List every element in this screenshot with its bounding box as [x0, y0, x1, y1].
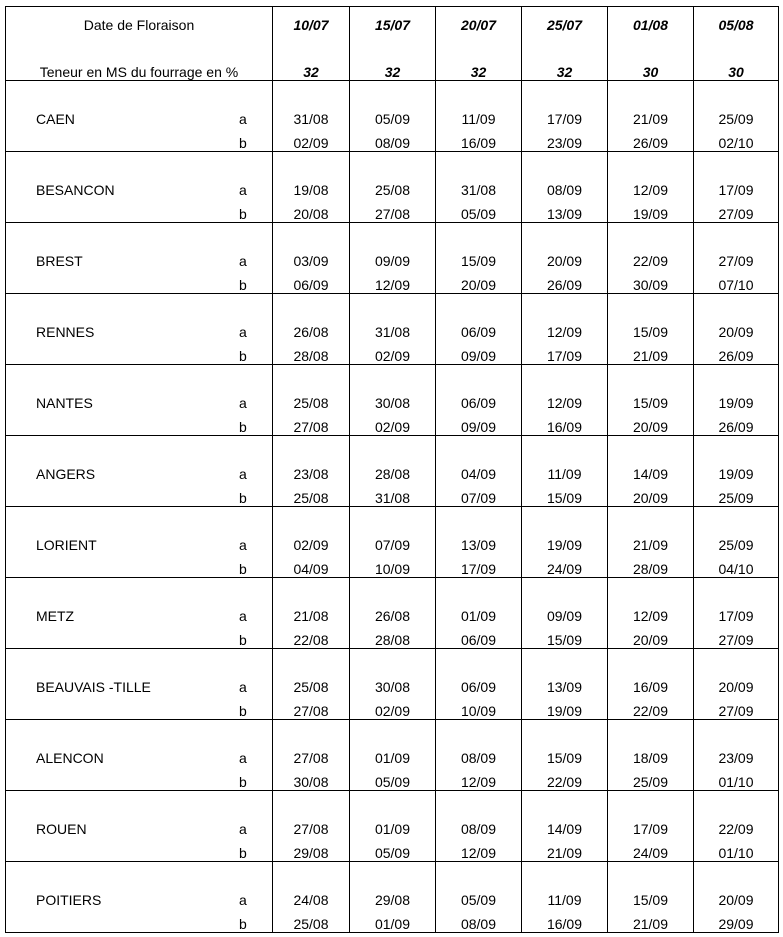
table-row: [6, 507, 779, 578]
header-date: 05/08: [718, 17, 754, 33]
date-a: 19/09: [718, 466, 754, 482]
date-a: 19/08: [293, 182, 329, 198]
date-a: 25/09: [718, 111, 754, 127]
date-cell: [522, 720, 608, 791]
date-cell: [436, 649, 522, 720]
date-cell: [608, 436, 694, 507]
date-b: 12/09: [460, 845, 497, 861]
date-b: 27/08: [374, 206, 411, 222]
date-a: 31/08: [460, 182, 497, 198]
city-name: ANGERS: [36, 466, 96, 482]
date-cell: [436, 223, 522, 294]
date-b: 04/10: [718, 561, 754, 577]
date-b: 15/09: [546, 490, 583, 506]
date-a: 15/09: [632, 395, 669, 411]
city-cell: [6, 578, 273, 649]
date-a: 19/09: [718, 395, 754, 411]
date-a: 25/08: [374, 182, 411, 198]
date-cell: [608, 294, 694, 365]
date-cell: [694, 791, 779, 862]
date-cell: [694, 81, 779, 152]
date-b: 12/09: [460, 774, 497, 790]
date-a: 12/09: [546, 324, 583, 340]
date-a: 21/09: [632, 111, 669, 127]
date-cell: [694, 507, 779, 578]
date-a: 15/09: [632, 892, 669, 908]
date-b: 26/09: [718, 348, 754, 364]
date-b: 24/09: [546, 561, 583, 577]
date-cell: [273, 649, 350, 720]
row-label-b: b: [239, 206, 247, 222]
date-cell: [694, 152, 779, 223]
date-cell: [522, 507, 608, 578]
date-cell: [436, 294, 522, 365]
date-a: 11/09: [547, 466, 582, 482]
header-ms: 32: [384, 64, 401, 80]
date-b: 26/09: [718, 419, 754, 435]
date-a: 30/08: [374, 679, 411, 695]
date-cell: [436, 507, 522, 578]
date-cell: [350, 365, 436, 436]
date-b: 16/09: [546, 916, 583, 932]
date-cell: [436, 365, 522, 436]
date-b: 27/09: [718, 703, 754, 719]
date-a: 08/09: [460, 821, 497, 837]
date-a: 06/09: [460, 395, 497, 411]
date-b: 02/09: [374, 348, 411, 364]
date-a: 08/09: [546, 182, 583, 198]
row-label-a: a: [239, 466, 247, 482]
date-cell: [522, 791, 608, 862]
header-ms: 32: [470, 64, 487, 80]
header-label-cell: [6, 7, 273, 81]
date-cell: [694, 365, 779, 436]
date-cell: [608, 578, 694, 649]
date-cell: [273, 862, 350, 933]
date-b: 15/09: [546, 632, 583, 648]
date-b: 06/09: [460, 632, 497, 648]
date-b: 20/08: [293, 206, 329, 222]
city-name: ALENCON: [36, 750, 104, 766]
city-name: BESANCON: [36, 182, 115, 198]
city-cell: [6, 294, 273, 365]
date-b: 02/09: [374, 419, 411, 435]
date-cell: [273, 365, 350, 436]
date-b: 16/09: [546, 419, 583, 435]
date-a: 09/09: [374, 253, 411, 269]
date-a: 05/09: [374, 111, 411, 127]
header-ms: 32: [303, 64, 319, 80]
date-a: 22/09: [718, 821, 754, 837]
date-a: 11/09: [461, 111, 496, 127]
date-a: 24/08: [293, 892, 329, 908]
header-row: [6, 7, 779, 81]
date-cell: [608, 649, 694, 720]
date-b: 25/08: [293, 916, 329, 932]
date-cell: [350, 81, 436, 152]
date-b: 07/10: [718, 277, 754, 293]
date-a: 20/09: [718, 679, 754, 695]
date-b: 09/09: [460, 419, 497, 435]
row-label-a: a: [239, 679, 247, 695]
date-a: 27/08: [293, 821, 329, 837]
date-a: 19/09: [546, 537, 583, 553]
date-b: 07/09: [460, 490, 497, 506]
row-label-b: b: [239, 561, 247, 577]
city-name: ROUEN: [36, 821, 87, 837]
row-label-a: a: [239, 395, 247, 411]
city-cell: [6, 81, 273, 152]
row-label-b: b: [239, 277, 247, 293]
city-cell: [6, 152, 273, 223]
date-b: 24/09: [632, 845, 669, 861]
date-a: 27/08: [293, 750, 329, 766]
date-a: 21/08: [293, 608, 329, 624]
table-row: [6, 223, 779, 294]
table-row: [6, 294, 779, 365]
date-b: 31/08: [374, 490, 411, 506]
date-b: 28/08: [374, 632, 411, 648]
date-cell: [273, 436, 350, 507]
date-cell: [694, 862, 779, 933]
date-b: 21/09: [632, 916, 669, 932]
city-name: BREST: [36, 253, 83, 269]
header-date: 10/07: [293, 17, 329, 33]
date-cell: [273, 223, 350, 294]
row-label-b: b: [239, 916, 247, 932]
row-label-a: a: [239, 608, 247, 624]
date-b: 01/10: [718, 774, 754, 790]
date-cell: [273, 720, 350, 791]
date-a: 13/09: [460, 537, 497, 553]
date-a: 05/09: [460, 892, 497, 908]
date-a: 01/09: [460, 608, 497, 624]
date-a: 25/08: [293, 679, 329, 695]
date-cell: [522, 578, 608, 649]
date-b: 21/09: [546, 845, 583, 861]
date-a: 29/08: [374, 892, 411, 908]
date-cell: [350, 436, 436, 507]
date-a: 22/09: [632, 253, 669, 269]
date-b: 28/09: [632, 561, 669, 577]
header-date: 15/07: [374, 17, 411, 33]
header-date: 20/07: [460, 17, 497, 33]
row-label-b: b: [239, 703, 247, 719]
header-ms: 30: [728, 64, 744, 80]
row-label-b: b: [239, 845, 247, 861]
header-ms: 32: [556, 64, 573, 80]
date-cell: [350, 152, 436, 223]
date-cell: [522, 862, 608, 933]
date-cell: [694, 223, 779, 294]
date-cell: [694, 294, 779, 365]
row-label-b: b: [239, 774, 247, 790]
date-cell: [273, 294, 350, 365]
row-label-b: b: [239, 348, 247, 364]
row-label-a: a: [239, 253, 247, 269]
date-b: 29/09: [718, 916, 754, 932]
date-a: 14/09: [546, 821, 583, 837]
date-cell: [350, 294, 436, 365]
date-cell: [522, 649, 608, 720]
table-row: [6, 720, 779, 791]
date-b: 20/09: [632, 632, 669, 648]
header-date: 25/07: [546, 17, 583, 33]
date-cell: [350, 862, 436, 933]
header-date-cell: [350, 7, 436, 81]
date-a: 26/08: [293, 324, 329, 340]
date-a: 20/09: [718, 324, 754, 340]
date-b: 28/08: [293, 348, 329, 364]
table-row: [6, 81, 779, 152]
row-label-a: a: [239, 182, 247, 198]
date-a: 15/09: [632, 324, 669, 340]
date-a: 17/09: [718, 182, 754, 198]
row-label-a: a: [239, 821, 247, 837]
date-cell: [273, 152, 350, 223]
date-b: 20/09: [632, 490, 669, 506]
date-a: 15/09: [460, 253, 497, 269]
city-cell: [6, 791, 273, 862]
date-b: 20/09: [632, 419, 669, 435]
date-b: 02/10: [718, 135, 754, 151]
date-b: 02/09: [374, 703, 411, 719]
date-a: 31/08: [293, 111, 329, 127]
date-b: 30/09: [632, 277, 669, 293]
date-b: 13/09: [546, 206, 583, 222]
table-row: [6, 791, 779, 862]
table-row: [6, 578, 779, 649]
date-cell: [273, 578, 350, 649]
table-row: [6, 436, 779, 507]
date-b: 27/09: [718, 632, 754, 648]
date-b: 16/09: [460, 135, 497, 151]
date-b: 26/09: [546, 277, 583, 293]
date-a: 27/09: [718, 253, 754, 269]
date-cell: [350, 649, 436, 720]
date-a: 17/09: [632, 821, 669, 837]
date-cell: [608, 862, 694, 933]
date-b: 27/08: [293, 419, 329, 435]
date-b: 05/09: [374, 845, 411, 861]
date-cell: [608, 365, 694, 436]
date-cell: [350, 507, 436, 578]
date-b: 26/09: [632, 135, 669, 151]
date-a: 28/08: [374, 466, 411, 482]
date-b: 22/08: [293, 632, 329, 648]
date-a: 23/09: [718, 750, 754, 766]
header-date-cell: [608, 7, 694, 81]
date-cell: [436, 578, 522, 649]
header-date-cell: [273, 7, 350, 81]
date-b: 05/09: [460, 206, 497, 222]
date-a: 26/08: [374, 608, 411, 624]
date-a: 20/09: [546, 253, 583, 269]
date-a: 16/09: [632, 679, 669, 695]
date-cell: [273, 81, 350, 152]
date-a: 15/09: [546, 750, 583, 766]
row-label-a: a: [239, 892, 247, 908]
ms-content-label: Teneur en MS du fourrage en %: [39, 64, 239, 80]
date-b: 06/09: [293, 277, 329, 293]
date-a: 21/09: [632, 537, 669, 553]
date-a: 17/09: [718, 608, 754, 624]
date-b: 08/09: [374, 135, 411, 151]
date-cell: [694, 720, 779, 791]
date-a: 07/09: [374, 537, 411, 553]
date-b: 10/09: [374, 561, 411, 577]
date-b: 01/10: [718, 845, 754, 861]
date-cell: [273, 507, 350, 578]
date-b: 23/09: [546, 135, 583, 151]
header-date-cell: [436, 7, 522, 81]
flowering-dates-table: [5, 6, 779, 933]
header-date: 01/08: [632, 17, 669, 33]
date-b: 10/09: [460, 703, 497, 719]
header-date-cell: [522, 7, 608, 81]
date-a: 25/08: [293, 395, 329, 411]
date-cell: [436, 791, 522, 862]
date-a: 04/09: [460, 466, 497, 482]
date-cell: [608, 791, 694, 862]
date-cell: [522, 294, 608, 365]
date-b: 19/09: [632, 206, 669, 222]
date-a: 14/09: [632, 466, 669, 482]
date-b: 02/09: [293, 135, 329, 151]
date-a: 31/08: [374, 324, 411, 340]
date-b: 17/09: [460, 561, 497, 577]
city-cell: [6, 507, 273, 578]
date-b: 20/09: [460, 277, 497, 293]
date-cell: [608, 720, 694, 791]
city-name: NANTES: [36, 395, 93, 411]
date-a: 02/09: [293, 537, 329, 553]
city-name: POITIERS: [36, 892, 102, 908]
date-b: 25/09: [632, 774, 669, 790]
date-cell: [608, 152, 694, 223]
date-b: 17/09: [546, 348, 583, 364]
date-a: 12/09: [546, 395, 583, 411]
row-label-b: b: [239, 632, 247, 648]
date-b: 08/09: [460, 916, 497, 932]
date-a: 23/08: [293, 466, 329, 482]
date-cell: [694, 436, 779, 507]
date-cell: [522, 223, 608, 294]
date-cell: [350, 791, 436, 862]
date-b: 09/09: [460, 348, 497, 364]
city-name: METZ: [36, 608, 75, 624]
date-a: 13/09: [546, 679, 583, 695]
date-b: 22/09: [546, 774, 583, 790]
header-ms: 30: [642, 64, 659, 80]
date-cell: [608, 223, 694, 294]
row-label-a: a: [239, 111, 247, 127]
date-b: 12/09: [374, 277, 411, 293]
date-cell: [522, 152, 608, 223]
date-b: 05/09: [374, 774, 411, 790]
table-row: [6, 862, 779, 933]
date-cell: [436, 152, 522, 223]
row-label-a: a: [239, 750, 247, 766]
date-cell: [350, 223, 436, 294]
table-row: [6, 365, 779, 436]
date-a: 12/09: [632, 182, 669, 198]
date-b: 27/08: [293, 703, 329, 719]
date-a: 11/09: [547, 892, 582, 908]
city-cell: [6, 365, 273, 436]
row-label-a: a: [239, 324, 247, 340]
date-a: 06/09: [460, 324, 497, 340]
date-b: 04/09: [293, 561, 329, 577]
date-a: 25/09: [718, 537, 754, 553]
date-b: 30/08: [293, 774, 329, 790]
date-a: 06/09: [460, 679, 497, 695]
date-cell: [522, 81, 608, 152]
date-b: 27/09: [718, 206, 754, 222]
date-cell: [273, 791, 350, 862]
city-cell: [6, 223, 273, 294]
date-a: 17/09: [546, 111, 583, 127]
table-row: [6, 152, 779, 223]
city-name: RENNES: [36, 324, 95, 340]
date-a: 09/09: [546, 608, 583, 624]
date-a: 01/09: [374, 750, 411, 766]
date-cell: [350, 720, 436, 791]
date-cell: [522, 436, 608, 507]
flowering-date-label: Date de Floraison: [83, 17, 195, 33]
date-a: 20/09: [718, 892, 754, 908]
header-date-cell: [694, 7, 779, 81]
date-cell: [522, 365, 608, 436]
date-b: 19/09: [546, 703, 583, 719]
city-name: LORIENT: [36, 537, 97, 553]
city-cell: [6, 862, 273, 933]
date-cell: [436, 81, 522, 152]
date-a: 08/09: [460, 750, 497, 766]
date-a: 01/09: [374, 821, 411, 837]
date-cell: [608, 507, 694, 578]
date-a: 30/08: [374, 395, 411, 411]
row-label-b: b: [239, 490, 247, 506]
date-b: 22/09: [632, 703, 669, 719]
date-b: 25/09: [718, 490, 754, 506]
city-name: BEAUVAIS -TILLE: [36, 679, 151, 695]
date-b: 01/09: [374, 916, 411, 932]
city-cell: [6, 649, 273, 720]
date-b: 29/08: [293, 845, 329, 861]
date-a: 03/09: [293, 253, 329, 269]
date-a: 12/09: [632, 608, 669, 624]
date-b: 25/08: [293, 490, 329, 506]
row-label-b: b: [239, 419, 247, 435]
date-cell: [436, 436, 522, 507]
table-row: [6, 649, 779, 720]
date-a: 18/09: [632, 750, 669, 766]
city-name: CAEN: [36, 111, 75, 127]
date-cell: [436, 862, 522, 933]
date-cell: [436, 720, 522, 791]
date-cell: [694, 578, 779, 649]
city-cell: [6, 436, 273, 507]
date-cell: [608, 81, 694, 152]
row-label-b: b: [239, 135, 247, 151]
date-b: 21/09: [632, 348, 669, 364]
date-cell: [350, 578, 436, 649]
date-cell: [694, 649, 779, 720]
row-label-a: a: [239, 537, 247, 553]
city-cell: [6, 720, 273, 791]
